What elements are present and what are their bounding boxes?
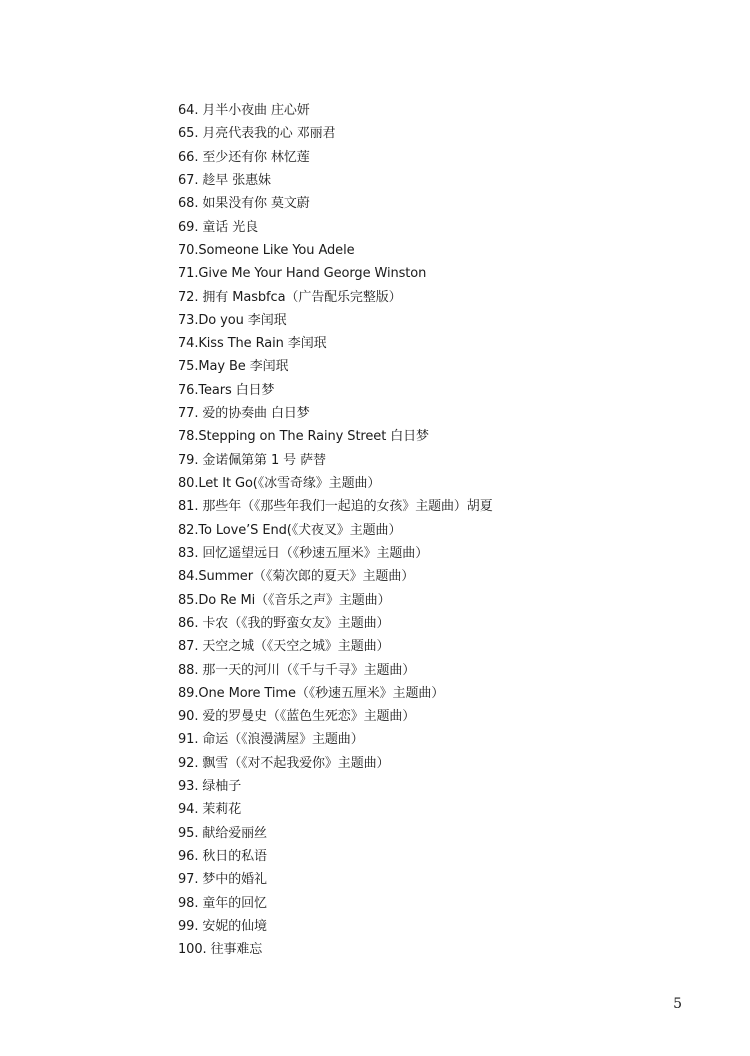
list-item: 79. 金诺佩第第 1 号 萨替 bbox=[178, 452, 326, 468]
list-item: 86. 卡农（《我的野蛮女友》主题曲） bbox=[178, 615, 390, 631]
list-item: 78.Stepping on The Rainy Street 白日梦 bbox=[178, 429, 429, 445]
page-number: 5 bbox=[673, 996, 682, 1012]
list-item: 68. 如果没有你 莫文蔚 bbox=[178, 196, 310, 212]
list-item: 74.Kiss The Rain 李闰珉 bbox=[178, 336, 327, 352]
list-item: 67. 趁早 张惠妹 bbox=[178, 172, 271, 188]
list-item: 80.Let It Go(《冰雪奇缘》主题曲） bbox=[178, 476, 381, 491]
list-item: 93. 绿柚子 bbox=[178, 779, 242, 795]
list-item: 100. 往事难忘 bbox=[178, 942, 263, 958]
list-item: 85.Do Re Mi（《音乐之声》主题曲） bbox=[178, 592, 391, 608]
list-item: 82.To Love’S End(《犬夜叉》主题曲） bbox=[178, 522, 402, 538]
list-item: 83. 回忆遥望远日（《秒速五厘米》主题曲） bbox=[178, 545, 429, 561]
list-item: 88. 那一天的河川（《千与千寻》主题曲） bbox=[178, 662, 416, 678]
list-item: 71.Give Me Your Hand George Winston bbox=[178, 266, 427, 282]
list-item: 70.Someone Like You Adele bbox=[178, 242, 355, 258]
list-item: 77. 爱的协奏曲 白日梦 bbox=[178, 406, 310, 422]
list-item: 99. 安妮的仙境 bbox=[178, 918, 267, 934]
list-item: 87. 天空之城（《天空之城》主题曲） bbox=[178, 639, 390, 655]
list-item: 75.May Be 李闰珉 bbox=[178, 359, 289, 375]
list-item: 66. 至少还有你 林忆莲 bbox=[178, 149, 310, 165]
list-item: 69. 童话 光良 bbox=[178, 219, 259, 235]
list-item: 84.Summer（《菊次郎的夏天》主题曲） bbox=[178, 569, 415, 585]
list-item: 96. 秋日的私语 bbox=[178, 849, 267, 864]
list-item: 95. 献给爱丽丝 bbox=[178, 825, 267, 841]
list-item: 81. 那些年（《那些年我们一起追的女孩》主题曲）胡夏 bbox=[178, 499, 493, 515]
list-item: 89.One More Time（《秒速五厘米》主题曲） bbox=[178, 685, 445, 701]
list-item: 98. 童年的回忆 bbox=[178, 895, 267, 911]
song-list bbox=[178, 99, 698, 962]
list-item: 90. 爱的罗曼史（《蓝色生死恋》主题曲） bbox=[178, 709, 416, 725]
list-item: 76.Tears 白日梦 bbox=[178, 382, 275, 398]
list-item: 72. 拥有 Masbfca（广告配乐完整版） bbox=[178, 289, 402, 305]
list-item: 94. 茉莉花 bbox=[178, 802, 242, 818]
list-item: 73.Do you 李闰珉 bbox=[178, 312, 287, 328]
list-item: 92. 飘雪（《对不起我爱你》主题曲） bbox=[178, 755, 390, 771]
list-item: 91. 命运（《浪漫满屋》主题曲） bbox=[178, 732, 364, 748]
list-item: 64. 月半小夜曲 庄心妍 bbox=[178, 103, 310, 118]
list-item: 97. 梦中的婚礼 bbox=[178, 872, 267, 888]
list-item: 65. 月亮代表我的心 邓丽君 bbox=[178, 126, 336, 142]
